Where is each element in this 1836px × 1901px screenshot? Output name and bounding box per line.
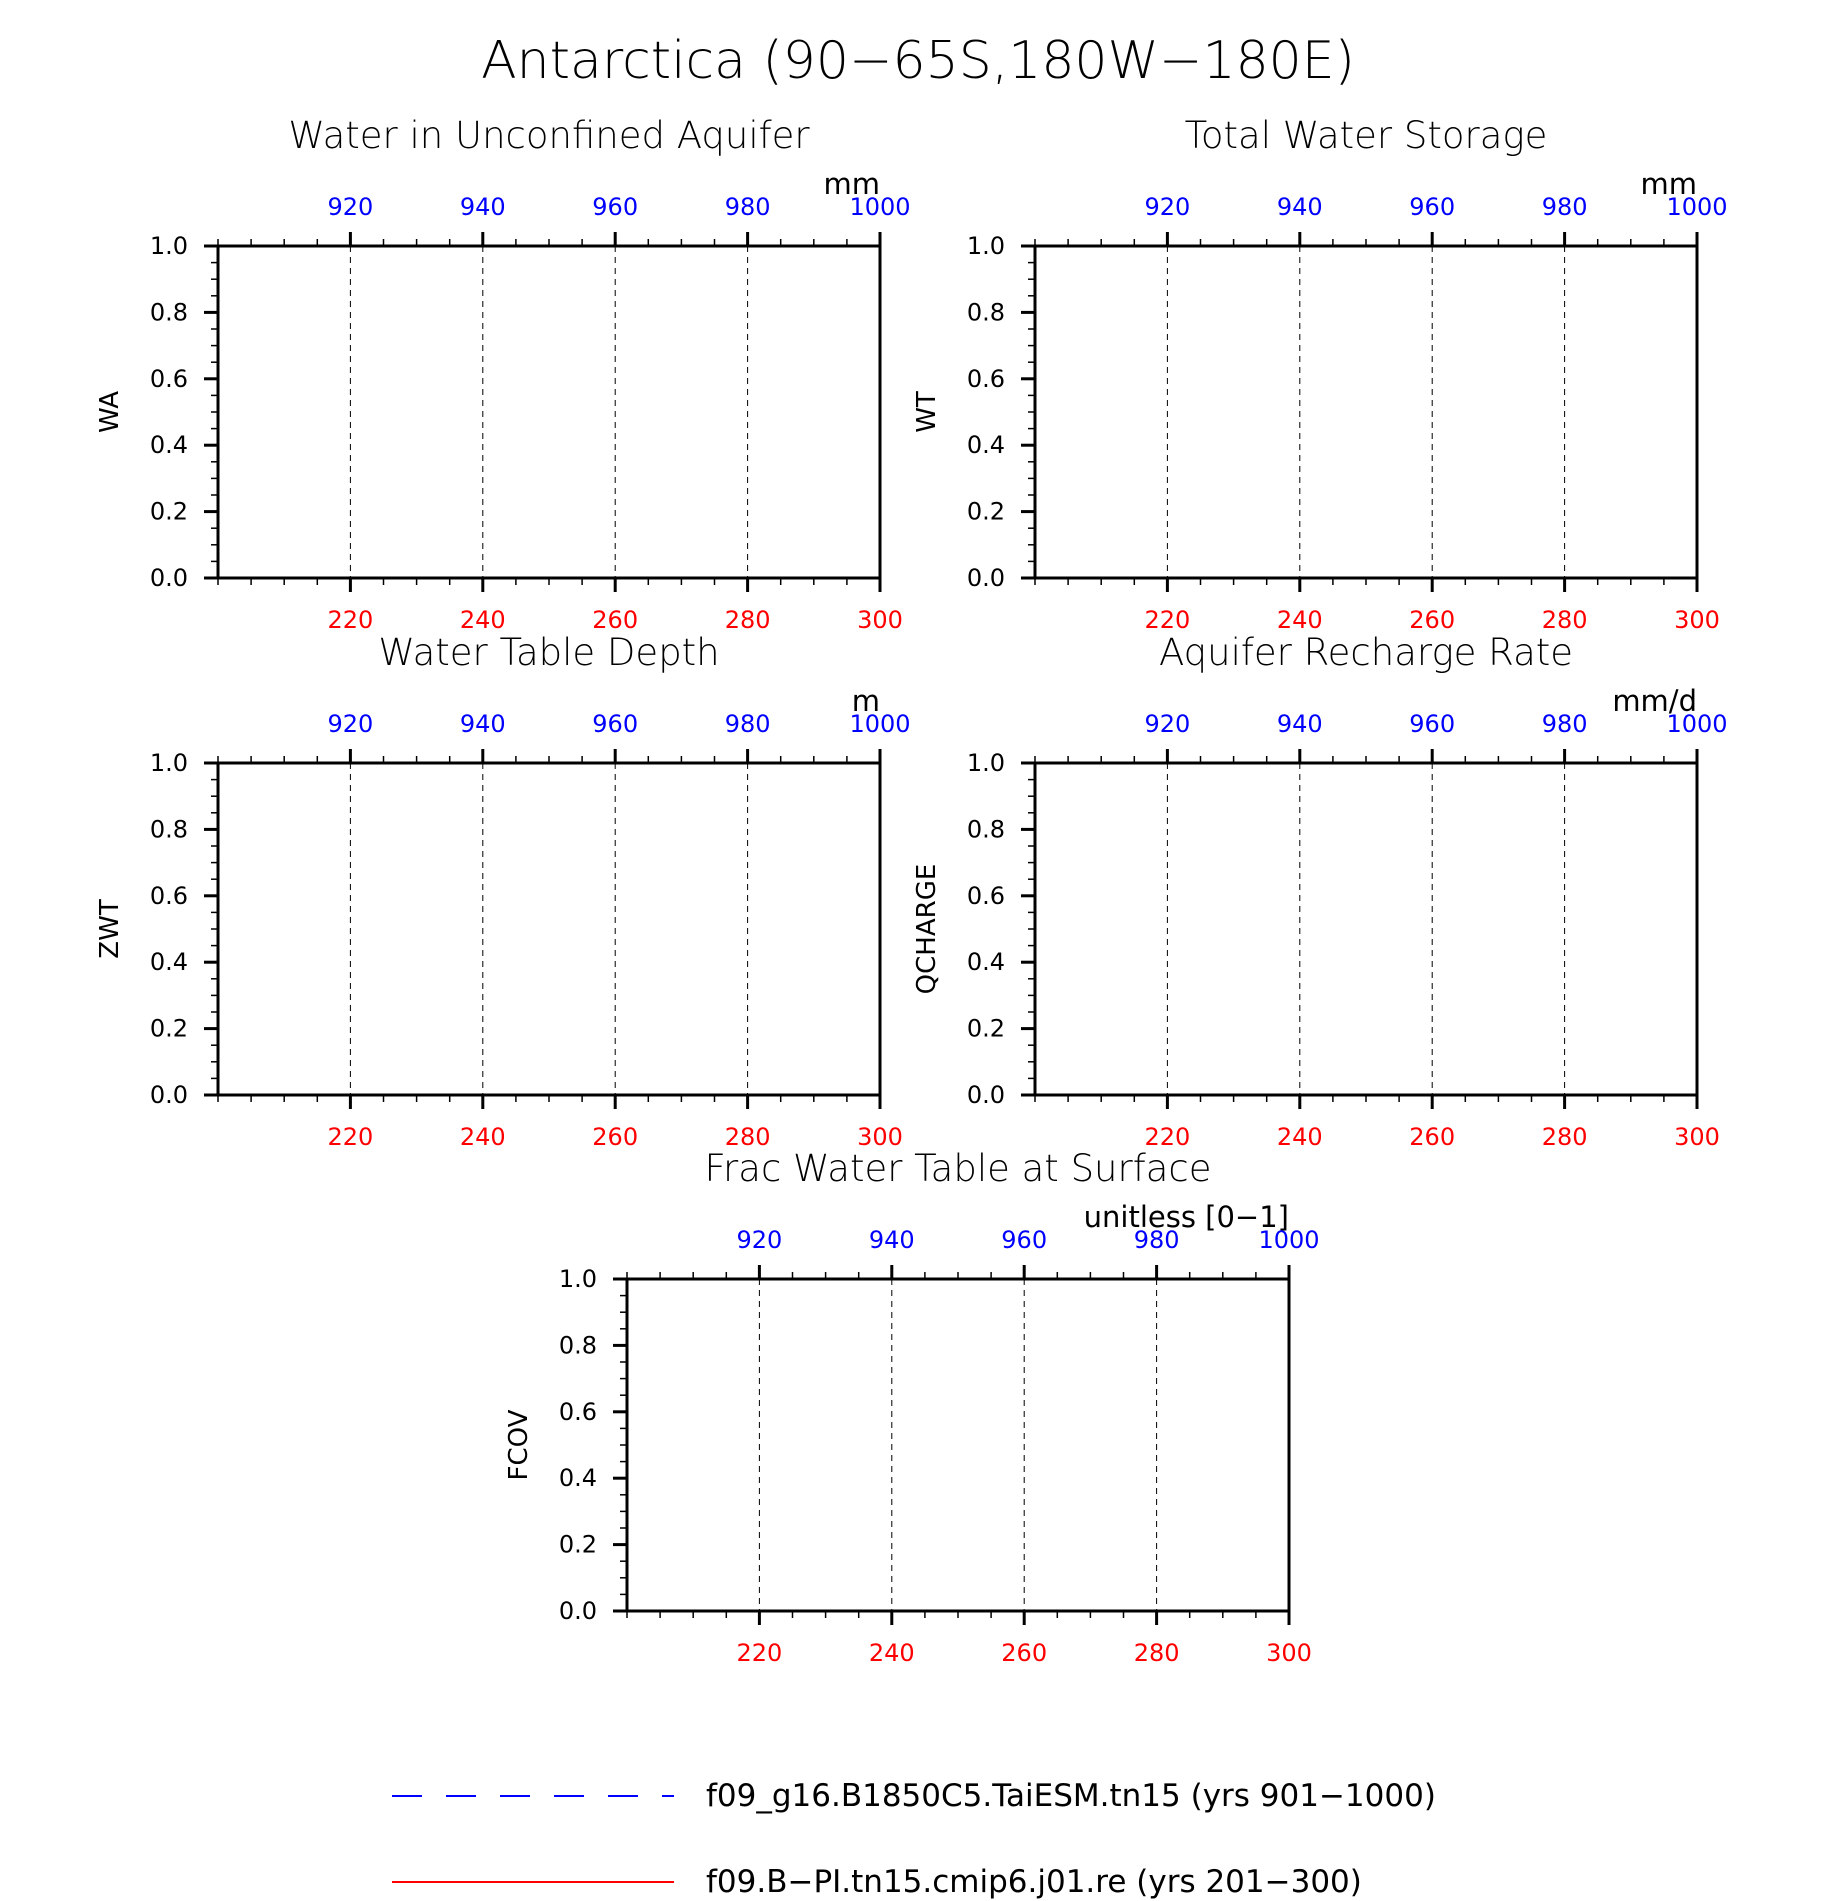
x-tick-label-bottom: 240 [459,1123,506,1151]
x-tick-label-bottom: 240 [459,606,506,634]
y-tick-label: 1.0 [558,1265,597,1293]
x-tick-label-bottom: 220 [736,1639,783,1667]
x-tick-label-bottom: 260 [592,606,639,634]
x-tick-label-bottom: 280 [724,1123,771,1151]
x-tick-label-bottom: 300 [857,606,903,634]
units-label: mm/d [1612,684,1697,718]
x-tick-label-top: 980 [724,193,771,221]
plot-frame [218,246,880,578]
chart-panel [95,114,911,634]
y-axis-label: WT [912,391,942,433]
legend-entry-label: f09_g16.B1850C5.TaiESM.tn15 (yrs 901−1000) [706,1778,1436,1814]
x-tick-label-top: 960 [1001,1226,1048,1254]
y-axis-label: ZWT [95,899,125,959]
units-label: mm [1640,167,1697,201]
y-tick-label: 0.8 [966,815,1005,844]
y-tick-label: 0.0 [966,1081,1005,1109]
y-tick-label: 0.0 [149,1081,188,1109]
x-tick-label-top: 1000 [1666,193,1728,221]
y-tick-label: 0.0 [966,564,1005,592]
x-tick-label-top: 920 [736,1226,783,1254]
y-tick-label: 0.8 [558,1331,597,1360]
y-tick-label: 0.8 [149,298,188,327]
chart-panel [912,114,1728,634]
panel-title: Total Water Storage [1184,114,1548,157]
x-tick-label-bottom: 240 [1276,606,1323,634]
panel-title: Frac Water Table at Surface [704,1147,1212,1190]
y-tick-label: 0.0 [558,1597,597,1625]
legend [392,1778,1436,1900]
x-tick-label-top: 940 [1276,710,1323,738]
y-tick-label: 0.4 [149,948,188,977]
x-tick-label-top: 920 [1144,193,1191,221]
panels [95,114,1728,1667]
y-tick-label: 0.2 [149,497,188,526]
x-tick-label-top: 980 [1133,1226,1180,1254]
x-tick-label-bottom: 260 [1001,1639,1048,1667]
chart-panel [504,1147,1320,1667]
panel-title: Aquifer Recharge Rate [1158,631,1574,674]
y-tick-label: 1.0 [966,232,1005,260]
x-tick-label-top: 940 [459,710,506,738]
x-tick-label-bottom: 280 [1133,1639,1180,1667]
plot-frame [218,763,880,1095]
panel-title: Water in Unconfined Aquifer [288,114,810,157]
x-tick-label-bottom: 300 [1674,1123,1720,1151]
panel-title: Water Table Depth [378,631,720,674]
y-tick-label: 0.4 [966,948,1005,977]
plot-frame [627,1279,1289,1611]
x-tick-label-top: 920 [327,193,374,221]
y-tick-label: 0.4 [966,431,1005,460]
plot-frame [1035,246,1697,578]
x-tick-label-bottom: 240 [1276,1123,1323,1151]
x-tick-label-top: 980 [1541,710,1588,738]
x-tick-label-top: 960 [1409,193,1456,221]
x-tick-label-bottom: 260 [1409,1123,1456,1151]
x-tick-label-bottom: 280 [1541,606,1588,634]
y-tick-label: 0.8 [966,298,1005,327]
chart-panel [95,631,911,1151]
y-axis-label: FCOV [504,1409,534,1481]
chart-panel [912,631,1728,1151]
figure-title: Antarctica (90−65S,180W−180E) [481,31,1355,91]
x-tick-label-top: 940 [1276,193,1323,221]
x-tick-label-bottom: 300 [1266,1639,1312,1667]
y-tick-label: 0.0 [149,564,188,592]
y-axis-label: WA [95,390,125,434]
y-tick-label: 0.4 [558,1464,597,1493]
x-tick-label-top: 960 [592,710,639,738]
units-label: m [851,684,880,718]
x-tick-label-top: 940 [459,193,506,221]
y-tick-label: 0.4 [149,431,188,460]
x-tick-label-bottom: 280 [724,606,771,634]
x-tick-label-top: 920 [1144,710,1191,738]
y-tick-label: 1.0 [149,232,188,260]
y-tick-label: 0.2 [966,497,1005,526]
x-tick-label-top: 1000 [849,710,911,738]
x-tick-label-bottom: 260 [592,1123,639,1151]
y-axis-label: QCHARGE [912,863,942,995]
x-tick-label-top: 960 [1409,710,1456,738]
y-tick-label: 0.6 [966,881,1005,910]
y-tick-label: 0.6 [149,881,188,910]
y-tick-label: 0.6 [558,1397,597,1426]
x-tick-label-bottom: 260 [1409,606,1456,634]
x-tick-label-bottom: 220 [327,1123,374,1151]
y-tick-label: 1.0 [966,749,1005,777]
x-tick-label-top: 1000 [1258,1226,1320,1254]
x-tick-label-top: 920 [327,710,374,738]
plot-frame [1035,763,1697,1095]
x-tick-label-bottom: 300 [1674,606,1720,634]
x-tick-label-top: 980 [724,710,771,738]
y-tick-label: 1.0 [149,749,188,777]
units-label: mm [823,167,880,201]
x-tick-label-bottom: 280 [1541,1123,1588,1151]
x-tick-label-bottom: 220 [1144,1123,1191,1151]
x-tick-label-bottom: 220 [1144,606,1191,634]
units-label: unitless [0−1] [1083,1200,1289,1234]
y-tick-label: 0.8 [149,815,188,844]
x-tick-label-bottom: 240 [868,1639,915,1667]
y-tick-label: 0.6 [966,364,1005,393]
legend-entry-label: f09.B−PI.tn15.cmip6.j01.re (yrs 201−300) [706,1864,1362,1900]
y-tick-label: 0.6 [149,364,188,393]
x-tick-label-bottom: 220 [327,606,374,634]
y-tick-label: 0.2 [966,1014,1005,1043]
y-tick-label: 0.2 [149,1014,188,1043]
x-tick-label-top: 1000 [1666,710,1728,738]
x-tick-label-top: 940 [868,1226,915,1254]
y-tick-label: 0.2 [558,1530,597,1559]
x-tick-label-top: 960 [592,193,639,221]
x-tick-label-bottom: 300 [857,1123,903,1151]
x-tick-label-top: 1000 [849,193,911,221]
x-tick-label-top: 980 [1541,193,1588,221]
